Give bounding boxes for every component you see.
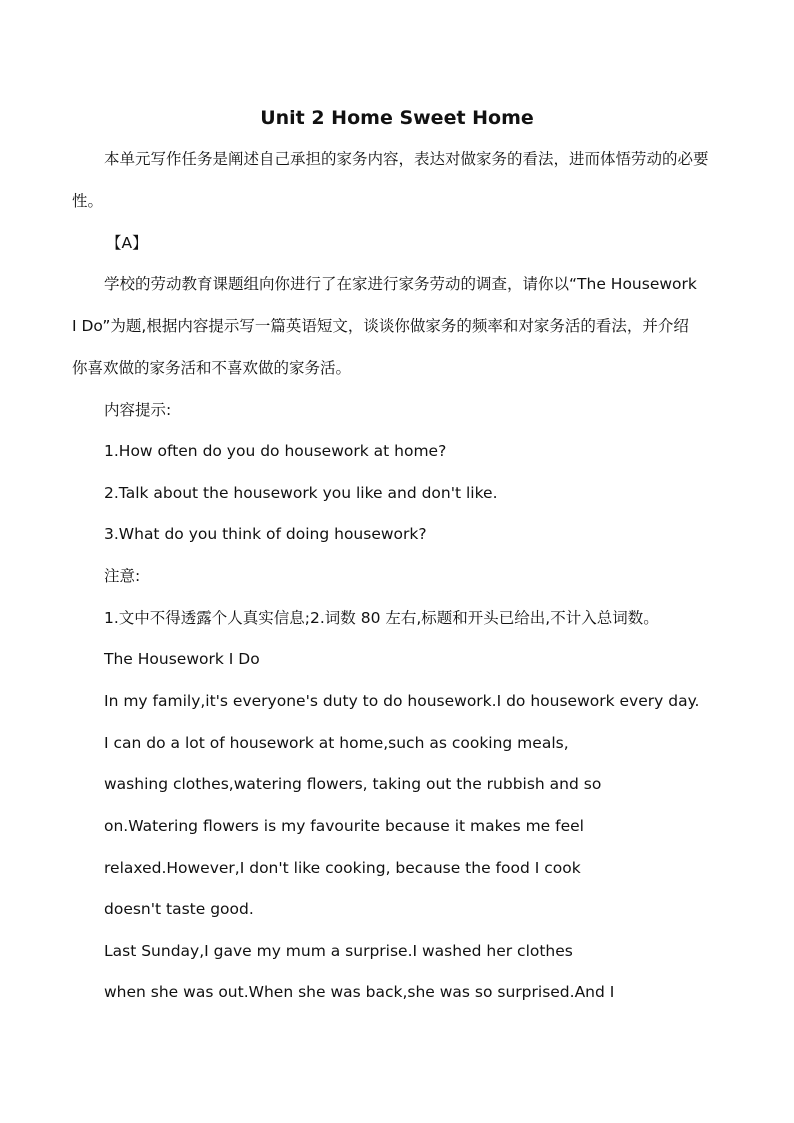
intro-line-2: 性。 bbox=[72, 192, 104, 210]
notes-heading: 注意: bbox=[104, 567, 141, 585]
prompt-line-2: I Do”为题,根据内容提示写一篇英语短文，谈谈你做家务的频率和对家务活的看法，并介绍 bbox=[72, 317, 689, 335]
essay-line: when she was out.When she was back,she was so surprised.And I bbox=[104, 983, 615, 1001]
hint-item: 3.What do you think of doing housework? bbox=[104, 525, 427, 543]
essay-line: I can do a lot of housework at home,such as cooking meals, bbox=[104, 734, 569, 752]
essay-line: relaxed.However,I don't like cooking, because the food I cook bbox=[104, 859, 581, 877]
essay-line: In my family,it's everyone's duty to do housework.I do housework every day. bbox=[104, 692, 700, 710]
essay-line: doesn't taste good. bbox=[104, 900, 254, 918]
essay-title: The Housework I Do bbox=[104, 650, 260, 668]
essay-line: Last Sunday,I gave my mum a surprise.I washed her clothes bbox=[104, 942, 573, 960]
page-title: Unit 2 Home Sweet Home bbox=[260, 107, 534, 129]
hint-item: 2.Talk about the housework you like and don't like. bbox=[104, 484, 498, 502]
prompt-line-1: 学校的劳动教育课题组向你进行了在家进行家务劳动的调查，请你以“The Housework bbox=[104, 275, 697, 293]
hint-item: 1.How often do you do housework at home? bbox=[104, 442, 447, 460]
prompt-line-3: 你喜欢做的家务活和不喜欢做的家务活。 bbox=[72, 359, 352, 377]
notes-line: 1.文中不得透露个人真实信息;2.词数 80 左右,标题和开头已给出,不计入总词数。 bbox=[104, 609, 659, 627]
section-tag: 【A】 bbox=[106, 234, 148, 252]
essay-line: on.Watering flowers is my favourite because it makes me feel bbox=[104, 817, 584, 835]
intro-line-1: 本单元写作任务是阐述自己承担的家务内容，表达对做家务的看法，进而体悟劳动的必要 bbox=[104, 150, 709, 168]
essay-line: washing clothes,watering flowers, taking out the rubbish and so bbox=[104, 775, 602, 793]
hints-heading: 内容提示: bbox=[104, 401, 172, 419]
